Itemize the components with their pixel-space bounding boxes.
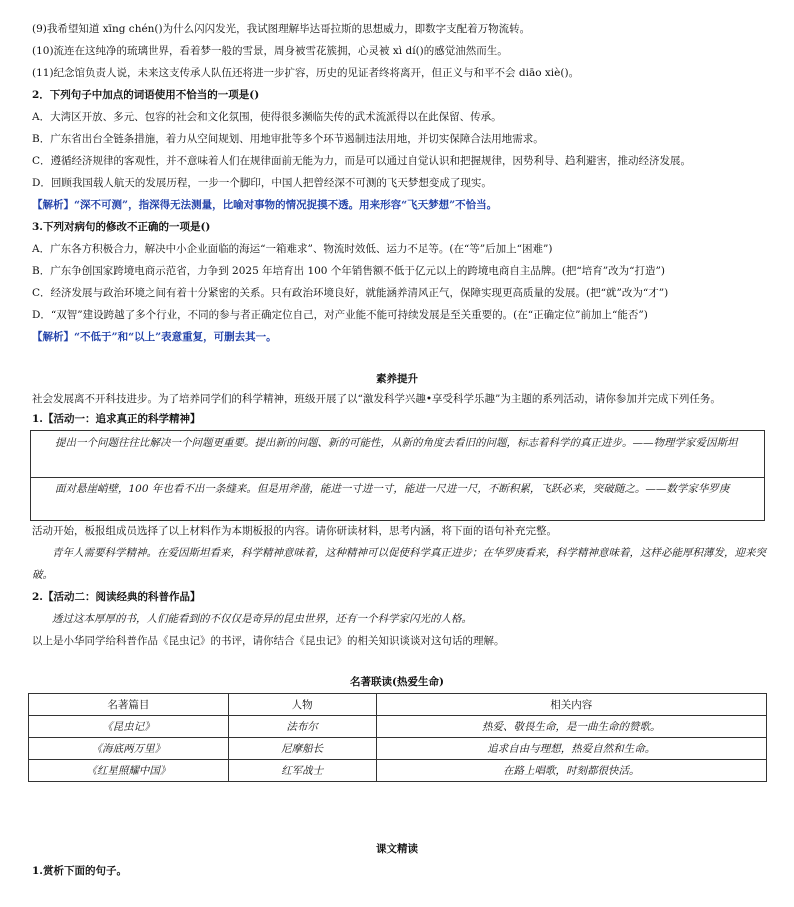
- activity-instruction: 活动开始，板报组成员选择了以上材料作为本期板报的内容。请你研读材料，思考内涵，将下面的语句补充完整。: [32, 525, 557, 537]
- activity-1-heading: 1.【活动一：追求真正的科学精神】: [32, 413, 201, 425]
- q2-stem: 2．下列句子中加点的词语使用不恰当的一项是(): [32, 89, 260, 101]
- q3-analysis: [32, 330, 277, 344]
- quote-box: [30, 430, 765, 521]
- header-character: 人物: [228, 694, 376, 716]
- quote-divider: [31, 477, 764, 478]
- q2-option-c: C．遵循经济规律的客观性，并不意味着人们在规律面前无能为力，而是可以通过自觉认识和把握规律，因势利导、趋利避害，推动经济发展。: [32, 155, 692, 167]
- q3-stem: 3.下列对病句的修改不正确的一项是(): [32, 221, 211, 233]
- header-content: 相关内容: [376, 694, 766, 716]
- q2-option-a: A．大湾区开放、多元、包容的社会和文化氛围，使得很多濒临失传的武术流派得以在此保留、传承。: [32, 111, 502, 123]
- q3-option-c: C．经济发展与政治环境之间有着十分紧密的关系。只有政治环境良好，就能涵养清风正气，保障实现更高质量的发展。(把“就”改为“才”): [32, 287, 669, 299]
- reading-task: 1.赏析下面的句子。: [32, 865, 127, 877]
- fill-in-text: 青年人需要科学精神。在爱因斯坦看来，科学精神意味着，这种精神可以促使科学真正进步；在华罗庚看来，科学精神意味着，这样必能厚积薄发，迎来突破。: [32, 547, 766, 581]
- quote-einstein: 提出一个问题往往比解决一个问题更重要。提出新的问题、新的可能性，从新的角度去看旧的问题，标志着科学的真正进步。——物理学家爱因斯坦: [55, 437, 738, 449]
- header-title: 名著篇目: [29, 694, 229, 716]
- q2-analysis: [32, 198, 497, 212]
- cell-content: 追求自由与理想，热爱自然和生命。: [376, 738, 766, 760]
- section-title-reading: 课文精读: [376, 843, 418, 855]
- table-row: [29, 716, 767, 738]
- cell-title: 《昆虫记》: [29, 716, 229, 738]
- table-row: [29, 760, 767, 782]
- cell-content: 热爱、敬畏生命，是一曲生命的赞歌。: [376, 716, 766, 738]
- cell-character: 尼摩船长: [228, 738, 376, 760]
- q3-option-d: D．“双智”建设跨越了多个行业，不同的参与者正确定位自己，对产业能不能可持续发展是至关重要的。(在“正确定位”前加上“能否”): [32, 309, 648, 321]
- q2-analysis-text: “深不可测”，指深得无法测量，比喻对事物的情况捉摸不透。用来形容“飞天梦想”不恰当。: [74, 199, 498, 211]
- table-row: [29, 738, 767, 760]
- item-9: (9)我希望知道 xīng chén()为什么闪闪发光，我试图理解毕达哥拉斯的思想威力，即数字支配着万物流转。: [32, 23, 531, 35]
- cell-content: 在路上唱歌，时刻都很快活。: [376, 760, 766, 782]
- item-10: (10)流连在这纯净的琉璃世界，看着梦一般的雪景，周身被雪花簇拥，心灵被 xì dí()的感觉油然而生。: [32, 45, 508, 57]
- table-title: 名著联读(热爱生命): [350, 676, 444, 688]
- quote-hua-luogeng: 面对悬崖峭壁，100 年也看不出一条缝来。但是用斧凿，能进一寸进一寸，能进一尺进一尺，不断积累，飞跃必来，突破随之。——数学家华罗庚: [55, 483, 730, 495]
- cell-title: 《红星照耀中国》: [29, 760, 229, 782]
- activity-2-heading: 2.【活动二：阅读经典的科普作品】: [32, 591, 201, 603]
- cell-title: 《海底两万里》: [29, 738, 229, 760]
- book-review-task: 以上是小华同学给科普作品《昆虫记》的书评，请你结合《昆虫记》的相关知识谈谈对这句话的理解。: [32, 635, 505, 647]
- q2-option-d: D．回顾我国载人航天的发展历程，一步一个脚印，中国人把曾经深不可测的飞天梦想变成了现实。: [32, 177, 492, 189]
- section-intro: 社会发展离不开科技进步。为了培养同学们的科学精神，班级开展了以“激发科学兴趣•享受科学乐趣”为主题的系列活动，请你参加并完成下列任务。: [32, 393, 721, 405]
- cell-character: 红军战士: [228, 760, 376, 782]
- cell-character: 法布尔: [228, 716, 376, 738]
- q3-analysis-label: 【解析】: [32, 331, 74, 343]
- item-11: (11)纪念馆负责人说，未来这支传承人队伍还将进一步扩容，历史的见证者终将离开，但正义与和平不会 diāo xiè()。: [32, 67, 580, 79]
- book-review-quote: 透过这本厚厚的书，人们能看到的不仅仅是奇异的昆虫世界，还有一个科学家闪光的人格。: [52, 613, 472, 625]
- q3-option-a: A．广东各方积极合力，解决中小企业面临的海运“一箱难求”、物流时效低、运力不足等。(在“等”后加上“困难”): [32, 243, 553, 255]
- section-title-literacy: 素养提升: [376, 373, 418, 385]
- q2-analysis-label: 【解析】: [32, 199, 74, 211]
- q3-option-b: B．广东争创国家跨境电商示范省，力争到 2025 年培育出 100 个年销售额不低于亿元以上的跨境电商自主品牌。(把“培育”改为“打造”): [32, 265, 665, 277]
- table-header-row: [29, 694, 767, 716]
- q3-analysis-text: “不低于”和“以上”表意重复，可删去其一。: [74, 331, 277, 343]
- classics-table: [28, 693, 767, 782]
- q2-option-b: B．广东省出台全链条措施，着力从空间规划、用地审批等多个环节遏制违法用地，并切实保障合法用地需求。: [32, 133, 544, 145]
